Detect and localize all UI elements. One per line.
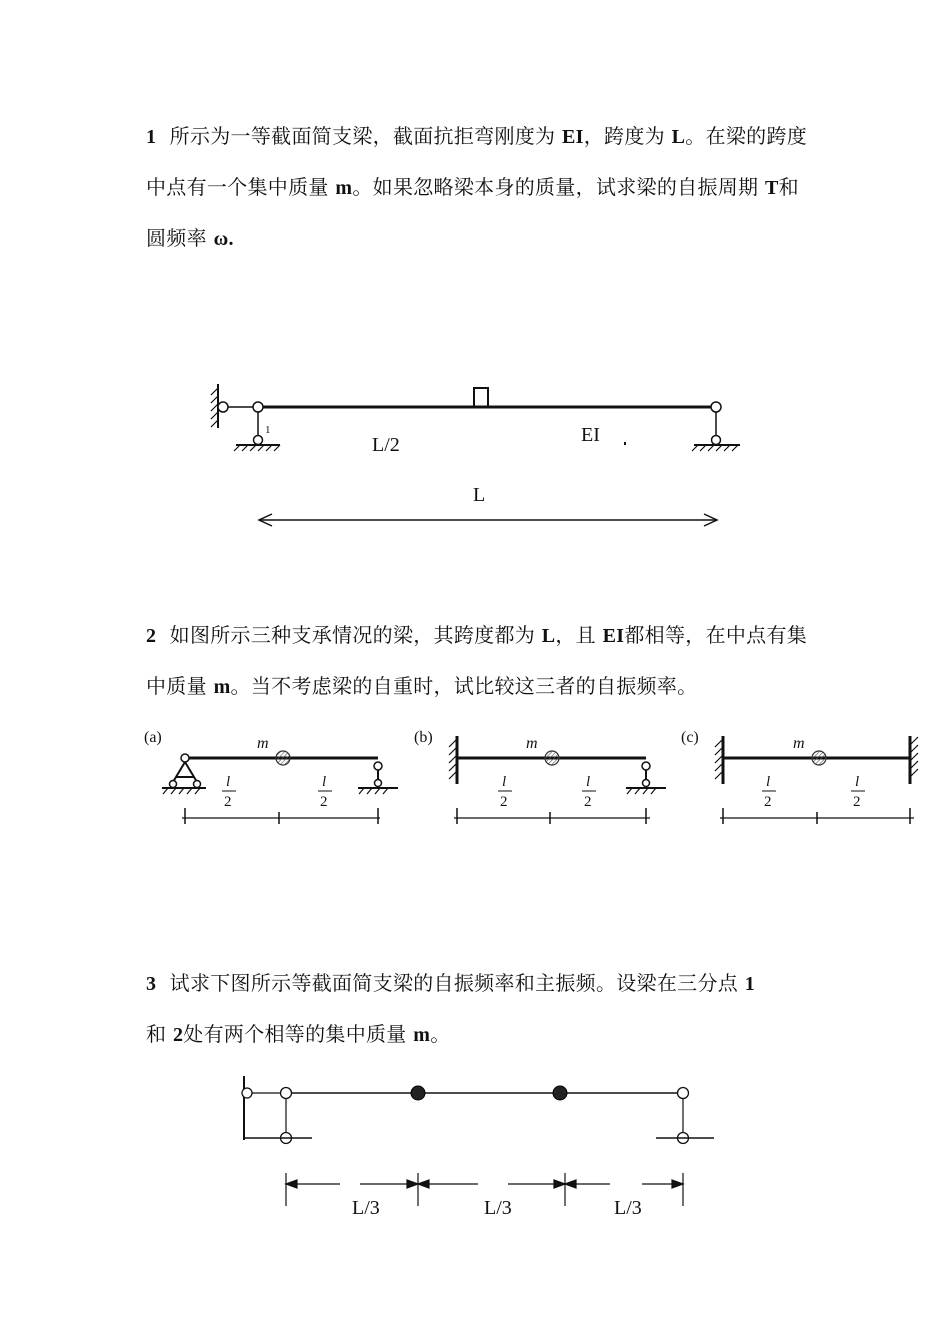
frac-num-a2: l [322, 774, 327, 790]
mass-2 [553, 1086, 567, 1100]
dimension-arrows [286, 1180, 683, 1188]
mass-block [474, 388, 488, 406]
mass-b [545, 751, 559, 765]
mass-a [276, 751, 290, 765]
frac-num-c1: l [766, 774, 771, 790]
q3-text-part: 处有两个相等的集中质量 [183, 1022, 407, 1046]
mass-label-a: m [257, 735, 269, 752]
dim-label-3: L/3 [614, 1197, 642, 1219]
q3-text-part: 试求下图所示等截面简支梁的自振频率和主振频。设梁在三分点 [169, 971, 739, 995]
q1-text-part: T [765, 177, 779, 199]
dim-label-2: L/3 [484, 1197, 512, 1219]
frac-den-a2: 2 [320, 794, 328, 810]
frac-num-b2: l [586, 774, 591, 790]
pin-roller-a1 [170, 781, 177, 788]
hinge-wall [218, 402, 228, 412]
dim-b-ticks [457, 808, 646, 824]
hinge-right-top [678, 1088, 689, 1099]
figure-1-simply-supported-beam [200, 370, 760, 540]
q2-text-part: L [541, 625, 556, 647]
q2-text-part: EI [602, 625, 625, 647]
question-2-text [146, 610, 816, 712]
q1-text-part: 。在梁的跨度中点有一个集中质量 [146, 124, 808, 199]
hinge-left-top [281, 1088, 292, 1099]
q3-text-part: 和 [146, 1022, 167, 1046]
frac-den-c2: 2 [853, 794, 861, 810]
q3-text-part: 2 [172, 1024, 184, 1046]
frac-num-b1: l [502, 774, 507, 790]
q1-text-part: m [335, 177, 353, 199]
q3-text-part: m [413, 1024, 431, 1046]
question-3-text [146, 958, 816, 1060]
q2-text-part: 如图所示三种支承情况的梁，其跨度都为 [169, 623, 536, 647]
q2-text-part: 都相等，在中点有集中质量 [146, 623, 808, 698]
hinge-wall [242, 1088, 252, 1098]
question-1-text [146, 111, 816, 264]
beam-case-c [681, 729, 918, 824]
q1-text-part: EI [562, 126, 584, 148]
frac-den-c1: 2 [764, 794, 772, 810]
q1-text-part: ，跨度为 [583, 124, 665, 148]
q3-text-part: 。 [430, 1022, 451, 1046]
case-label-a: (a) [144, 729, 162, 746]
q1-text-part: 所示为一等截面简支梁，截面抗拒弯刚度为 [169, 124, 556, 148]
frac-den-a1: 2 [224, 794, 232, 810]
q1-text-part: ω. [213, 228, 234, 250]
fixed-wall-c-left-hatching [715, 740, 722, 779]
pin-support-a [173, 762, 197, 782]
figure-2-three-beams [140, 722, 946, 842]
mass-1 [411, 1086, 425, 1100]
hinge-right-bottom [712, 436, 721, 445]
frac-num-c2: l [855, 774, 860, 790]
q2-text-part: m [213, 676, 231, 698]
q1-text-part: L [671, 126, 686, 148]
hinge-a-left [181, 754, 189, 762]
label-stiffness: EI [581, 424, 600, 446]
beam-case-a [144, 729, 398, 824]
case-label-b: (b) [414, 729, 433, 746]
frac-den-b1: 2 [500, 794, 508, 810]
frac-den-b2: 2 [584, 794, 592, 810]
beam-case-b [414, 729, 666, 824]
dim-c-ticks [723, 808, 910, 824]
fixed-wall-b-hatching [449, 740, 456, 779]
fixed-wall-c-right-hatching [911, 737, 918, 776]
node-label-1: 1 [265, 424, 271, 436]
case-label-c: (c) [681, 729, 699, 746]
wall-hatching [211, 388, 218, 427]
pin-roller-a2 [194, 781, 201, 788]
q2-text-part: 。当不考虑梁的自重时，试比较这三者的自振频率。 [230, 674, 698, 698]
label-span: L [473, 484, 486, 506]
hinge-right-top [711, 402, 721, 412]
question-1-number: 1 [146, 126, 157, 148]
q1-text-part: 和圆频率 [146, 175, 799, 250]
hinge-b-right [642, 762, 650, 770]
mass-label-c: m [793, 735, 805, 752]
roller-a [375, 780, 382, 787]
mass-label-b: m [526, 735, 538, 752]
question-2-number: 2 [146, 625, 157, 647]
question-3-number: 3 [146, 973, 157, 995]
label-half-span: L/2 [372, 434, 400, 456]
dim-label-1: L/3 [352, 1197, 380, 1219]
dim-a-ticks [185, 808, 378, 824]
figure-3-two-mass-beam [230, 1068, 730, 1228]
roller-b [643, 780, 650, 787]
stray-mark [624, 442, 626, 445]
q2-text-part: ，且 [555, 623, 596, 647]
q1-text-part: 。如果忽略梁本身的质量，试求梁的自振周期 [352, 175, 759, 199]
frac-num-a1: l [226, 774, 231, 790]
q3-text-part: 1 [744, 973, 756, 995]
hinge-left-bottom [254, 436, 263, 445]
hinge-a-right [374, 762, 382, 770]
hinge-left-top [253, 402, 263, 412]
mass-c [812, 751, 826, 765]
